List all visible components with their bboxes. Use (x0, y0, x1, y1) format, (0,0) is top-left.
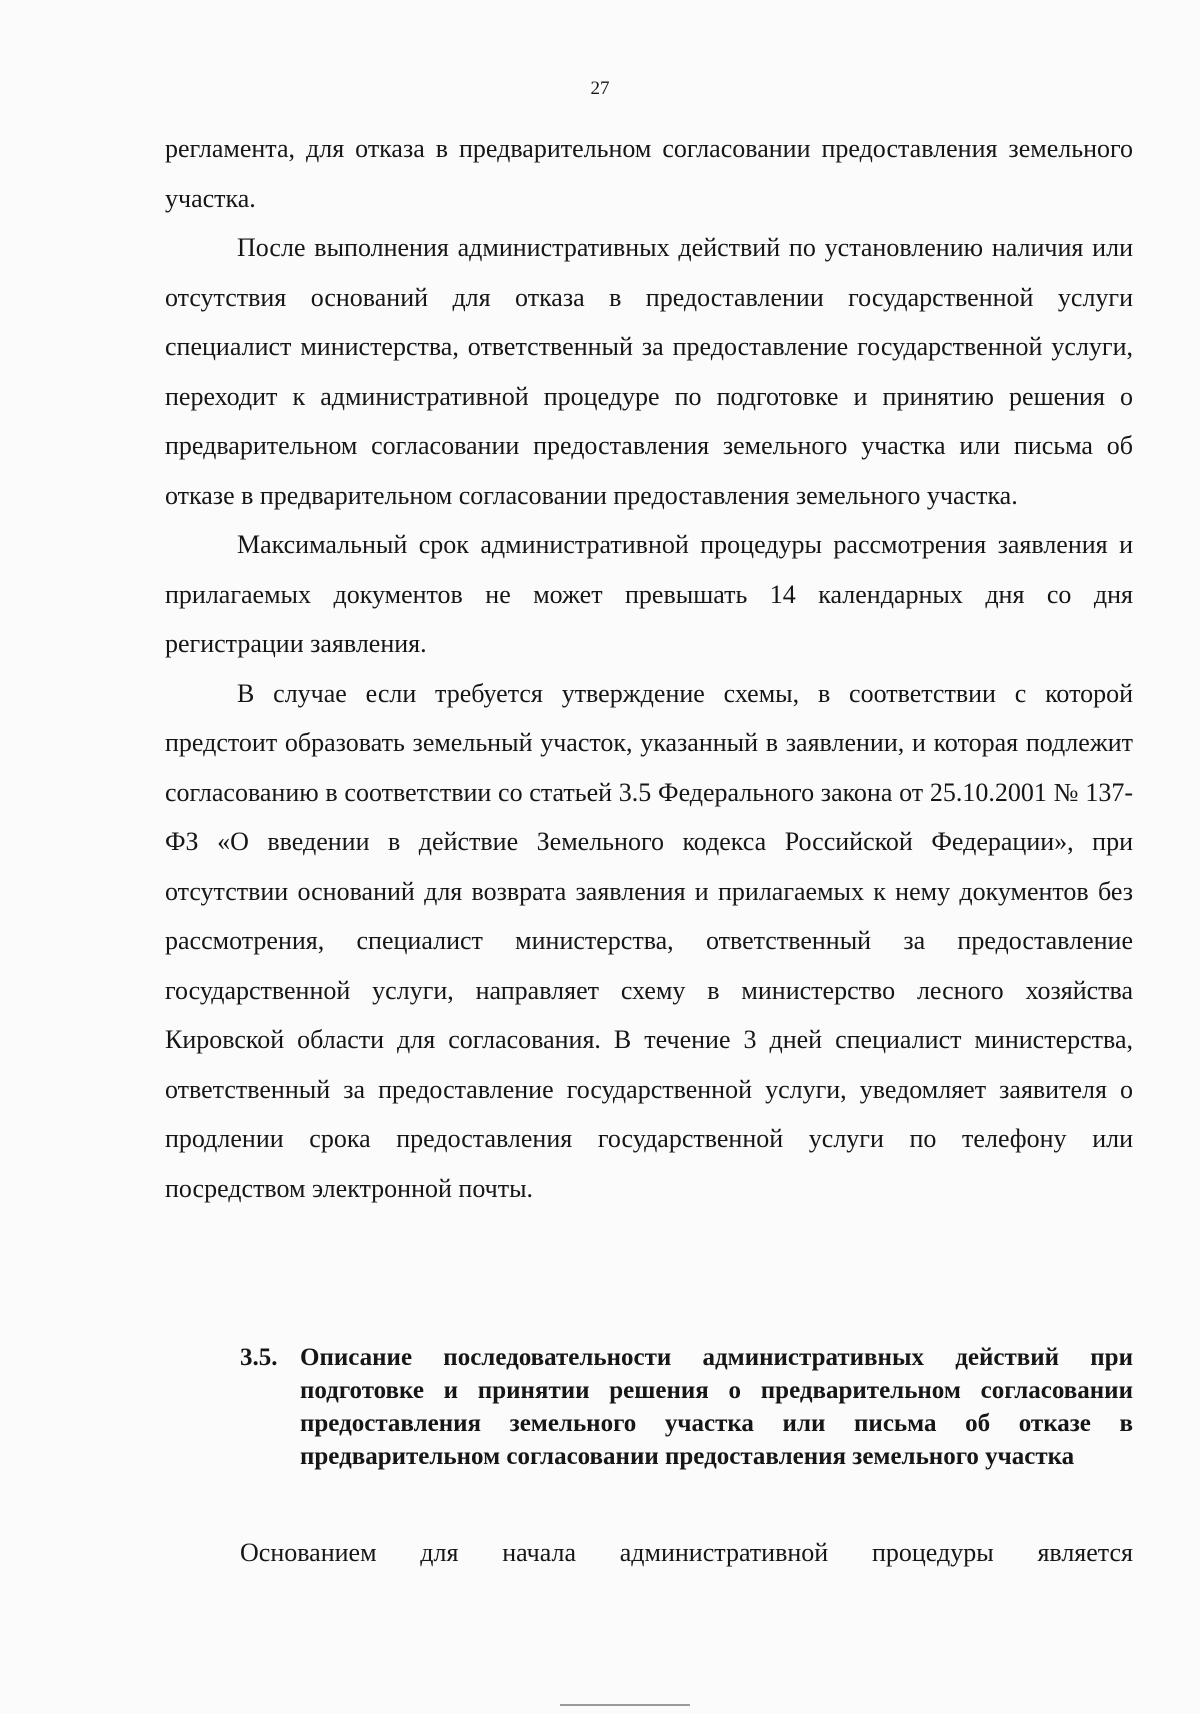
section-title: Описание последовательности административных действий при подготовке и принятии решения о предварительном согласовании предоставления земельного участка или письма об отказе в предварительном согласовании предоставления земельного участка (300, 1344, 1133, 1470)
paragraph-basis-start: Основанием для начала административной процедуры является (240, 1538, 1133, 1567)
paragraph-scheme-approval: В случае если требуется утверждение схемы, в соответствии с которой предстоит образовать земельный участок, указанный в заявлении, и которая подлежит согласованию в соответствии со статьей 3.5 Федерального закона от 25.10.2001 № 137-ФЗ «О введении в действие Земельного кодекса Российской Федерации», при отсутствии оснований для возврата заявления и прилагаемых к нему документов без рассмотрения, специалист министерства, ответственный за предоставление государственной услуги, направляет схему в министерство лесного хозяйства Кировской области для согласования. В течение 3 дней специалист министерства, ответственный за предоставление государственной услуги, уведомляет заявителя о продлении срока предоставления государственной услуги по телефону или посредством электронной почты. (165, 678, 1133, 1203)
paragraph-max-term: Максимальный срок административной процедуры рассмотрения заявления и прилагаемых документов не может превышать 14 календарных дня со дня регистрации заявления. (165, 530, 1133, 658)
scan-artifact-line (560, 1704, 690, 1706)
body-text (165, 124, 1133, 1213)
page-number: 27 (590, 78, 610, 99)
paragraph-after-actions: После выполнения административных действий по установлению наличия или отсутствия оснований для отказа в предоставлении государственной услуги специалист министерства, ответственный за предоставление государственной услуги, переходит к административной процедуре по подготовке и принятию решения о предварительном согласовании предоставления земельного участка или письма об отказе в предварительном согласовании предоставления земельного участка. (165, 233, 1133, 510)
section-number: 3.5. (240, 1344, 278, 1371)
paragraph-continuation: регламента, для отказа в предварительном согласовании предоставления земельного участка. (165, 134, 1133, 213)
section-heading (240, 1341, 1133, 1473)
